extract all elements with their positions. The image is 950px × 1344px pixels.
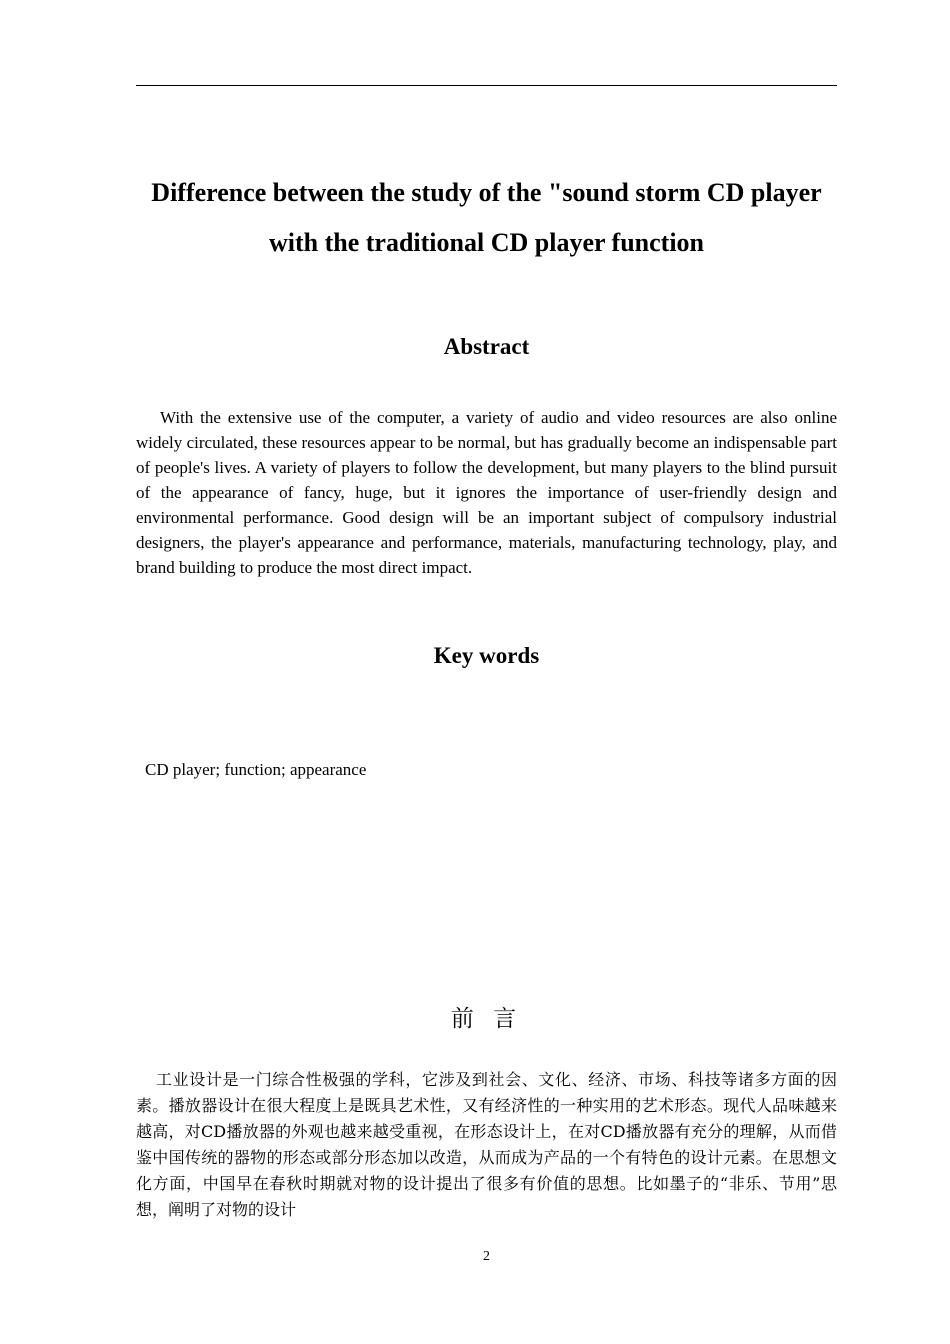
- keywords-text: CD player; function; appearance: [145, 760, 367, 779]
- header-rule: [136, 85, 837, 86]
- page-number: 2: [483, 1249, 490, 1264]
- keywords-heading: Key words: [433, 643, 540, 668]
- preface-heading: 前 言: [450, 1006, 523, 1032]
- abstract-heading: Abstract: [443, 334, 530, 359]
- document-title: Difference between the study of the "sound storm CD player with the traditional CD player function: [151, 178, 822, 257]
- abstract-text: With the extensive use of the computer, a variety of audio and video resources are also online widely circulated, these resources appear to be normal, but has gradually become an indispensable part of people's lives. A variety of players to follow the development, but many players to the blind pursuit of the appearance of fancy, huge, but it ignores the importance of user-friendly design and environmental performance. Good design will be an important subject of compulsory industrial designers, the player's appearance and performance, materials, manufacturing technology, play, and brand building to produce the most direct impact.: [136, 408, 837, 577]
- preface-text: 工业设计是一门综合性极强的学科，它涉及到社会、文化、经济、市场、科技等诸多方面的因素。播放器设计在很大程度上是既具艺术性，又有经济性的一种实用的艺术形态。现代人品味越来越高，对CD播放器的外观也越来越受重视，在形态设计上，在对CD播放器有充分的理解，从而借鉴中国传统的器物的形态或部分形态加以改造，从而成为产品的一个有特色的设计元素。在思想文化方面，中国早在春秋时期就对物的设计提出了很多有价值的思想。比如墨子的“非乐、节用”思想，阐明了对物的设计: [136, 1070, 837, 1219]
